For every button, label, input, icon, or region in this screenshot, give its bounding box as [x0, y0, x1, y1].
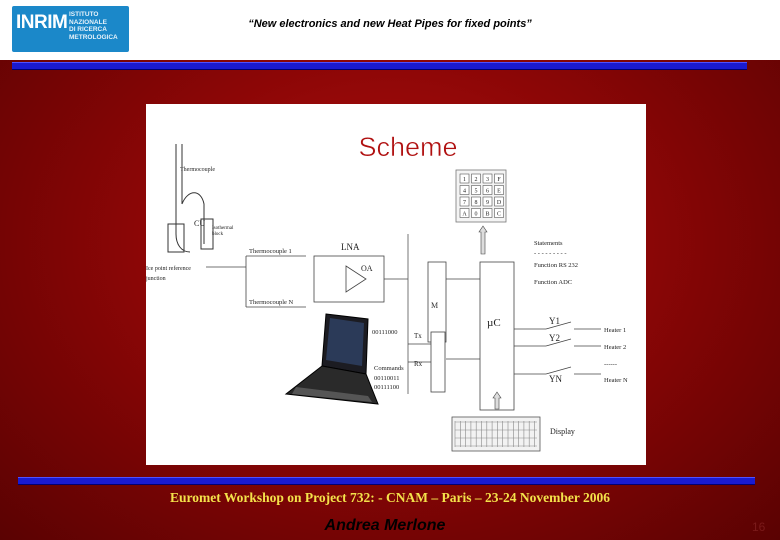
label-thermocouple: Thermocouple [180, 167, 215, 173]
label-display: Display [550, 427, 575, 436]
author-name: Andrea Merlone [324, 517, 446, 534]
uart-chip [431, 332, 445, 392]
keypad-key-label: 6 [486, 188, 489, 195]
label-oa: OA [361, 264, 373, 273]
keypad-key-label: 9 [486, 200, 489, 206]
label-tx: Tx [414, 332, 422, 340]
label-heater-dots: ------ [604, 361, 617, 368]
keypad-key-label: 7 [463, 200, 466, 206]
keypad-key-label: 1 [463, 177, 466, 183]
keypad-key-label: 5 [474, 188, 478, 195]
heater-switches [514, 322, 601, 374]
label-yn: YN [549, 374, 562, 384]
keypad-key-label: A [462, 211, 467, 218]
label-mux: M [431, 301, 439, 310]
label-cmd1: 00110011 [374, 375, 400, 382]
keypad-key-label: D [496, 200, 502, 206]
keypad-key-label: C [496, 211, 502, 218]
label-y1: Y1 [549, 316, 560, 326]
slide-title: Scheme [358, 132, 458, 162]
laptop-illustration [286, 314, 378, 404]
event-caption: Euromet Workshop on Project 732: - CNAM – Paris – 23-24 November 2006 [170, 490, 610, 505]
label-uc: µC [487, 317, 501, 329]
label-cu: CU [194, 219, 206, 228]
label-ice-point-2: junction [146, 276, 166, 282]
keypad-key-label: E [497, 188, 501, 195]
keypad-key-label: F [497, 177, 501, 183]
presentation-title: “New electronics and new Heat Pipes for fixed points” [248, 18, 532, 30]
label-rs232: Function RS 232 [534, 262, 579, 269]
label-block: block [212, 232, 224, 237]
header [0, 0, 780, 60]
lna-block [314, 256, 384, 302]
microcontroller-chip [480, 262, 514, 410]
label-lna: LNA [341, 242, 360, 252]
bottom-divider [18, 477, 755, 485]
label-isothermal: Isothermal [212, 226, 234, 231]
label-rx: Rx [414, 360, 423, 368]
label-adc: Function ADC [534, 279, 573, 286]
label-tcn: Thermocouple N [249, 299, 294, 306]
logo-subtitle: ISTITUTO NAZIONALE DI RICERCA METROLOGICA [69, 11, 118, 41]
page-number: 16 [752, 520, 766, 534]
top-divider [12, 62, 747, 70]
keypad-arrow [479, 226, 487, 254]
scheme-slide [146, 104, 646, 465]
label-commands: Commands [374, 365, 404, 372]
thermocouple-probe [168, 144, 213, 252]
keypad-key-label: 3 [486, 177, 489, 183]
label-y2: Y2 [549, 333, 560, 343]
logo-mark: INRIM [16, 12, 68, 33]
keypad-key-label: 8 [474, 200, 478, 206]
keypad-key-label: 0 [474, 211, 478, 218]
label-statements: Statements [534, 240, 563, 247]
label-tc1: Thermocouple 1 [249, 248, 292, 255]
label-heater1: Heater 1 [604, 327, 627, 334]
label-heatern: Heater N [604, 377, 628, 384]
label-bits: 00111000 [372, 329, 398, 336]
label-heater2: Heater 2 [604, 344, 627, 351]
label-ice-point-1: Ice point reference [146, 266, 191, 272]
scheme-diagram [146, 104, 646, 465]
keypad-key-label: 2 [474, 177, 478, 183]
keypad-key-label: 4 [463, 188, 466, 195]
keypad-key-label: B [485, 211, 490, 218]
label-dots: - - - - - - - - - [534, 250, 567, 257]
label-cmd2: 00111100 [374, 384, 400, 391]
inrim-logo [12, 6, 129, 52]
